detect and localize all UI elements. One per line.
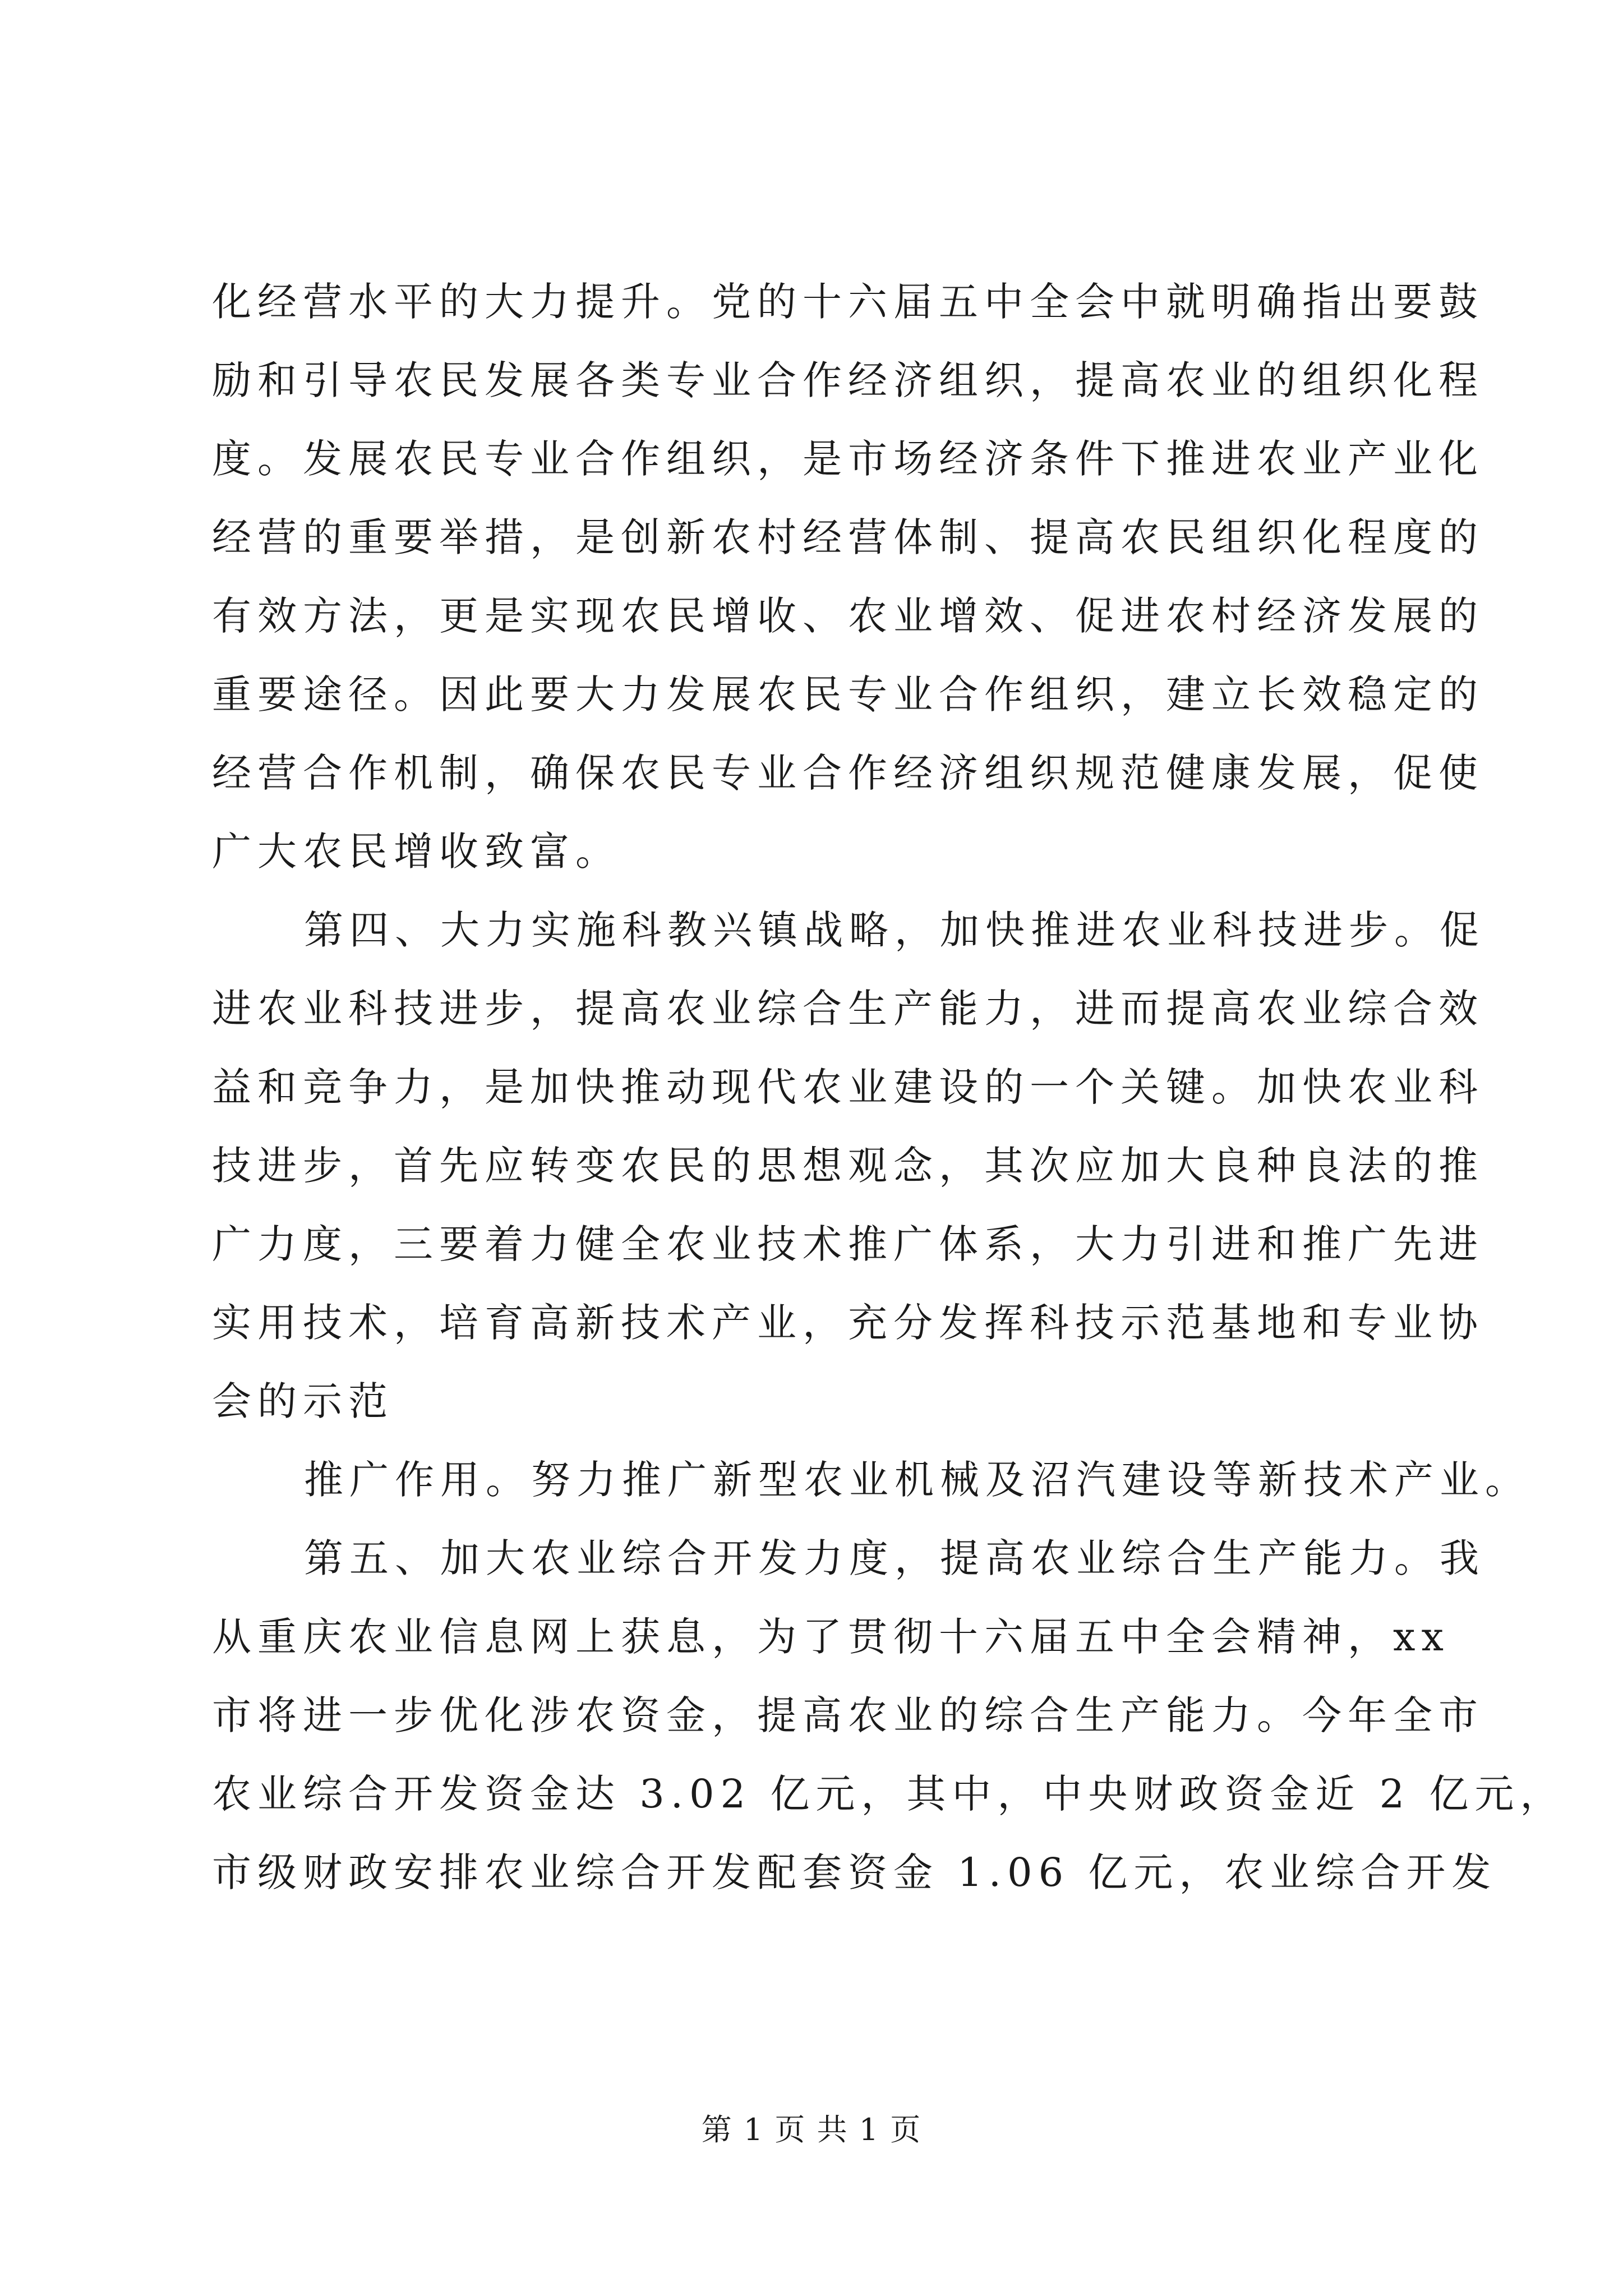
text-line: 从重庆农业信息网上获息，为了贯彻十六届五中全会精神，xx (212, 1614, 1450, 1660)
text-line: 推广作用。努力推广新型农业机械及沼汽建设等新技术产业。 (304, 1457, 1530, 1503)
text-line: 广大农民增收致富。 (212, 829, 621, 875)
page-footer: 第 1 页 共 1 页 (701, 2112, 922, 2147)
text-line: 度。发展农民专业合作组织，是市场经济条件下推进农业产业化 (212, 436, 1484, 482)
text-line: 化经营水平的大力提升。党的十六届五中全会中就明确指出要鼓 (212, 279, 1484, 325)
text-line: 重要途径。因此要大力发展农民专业合作组织，建立长效稳定的 (212, 671, 1484, 717)
text-line: 实用技术，培育高新技术产业，充分发挥科技示范基地和专业协 (212, 1300, 1484, 1346)
text-line: 会的示范 (212, 1378, 394, 1424)
text-line: 励和引导农民发展各类专业合作经济组织，提高农业的组织化程 (212, 357, 1484, 403)
text-line: 技进步，首先应转变农民的思想观念，其次应加大良种良法的推 (212, 1143, 1484, 1189)
text-line: 有效方法，更是实现农民增收、农业增效、促进农村经济发展的 (212, 593, 1484, 639)
document-body (212, 263, 1566, 1912)
text-line: 第四、大力实施科教兴镇战略，加快推进农业科技进步。促 (304, 907, 1485, 953)
text-line: 进农业科技进步，提高农业综合生产能力，进而提高农业综合效 (212, 986, 1484, 1032)
text-line: 广力度，三要着力健全农业技术推广体系，大力引进和推广先进 (212, 1221, 1484, 1267)
text-line: 经营合作机制，确保农民专业合作经济组织规范健康发展，促使 (212, 750, 1484, 796)
text-line: 益和竞争力，是加快推动现代农业建设的一个关键。加快农业科 (212, 1064, 1484, 1110)
text-line: 农业综合开发资金达 3.02 亿元，其中，中央财政资金近 2 亿元， (212, 1771, 1566, 1817)
text-line: 市将进一步优化涉农资金，提高农业的综合生产能力。今年全市 (212, 1692, 1484, 1738)
text-line: 经营的重要举措，是创新农村经营体制、提高农民组织化程度的 (212, 514, 1484, 560)
text-line: 市级财政安排农业综合开发配套资金 1.06 亿元，农业综合开发 (212, 1849, 1497, 1895)
text-line: 第五、加大农业综合开发力度，提高农业综合生产能力。我 (304, 1535, 1485, 1581)
